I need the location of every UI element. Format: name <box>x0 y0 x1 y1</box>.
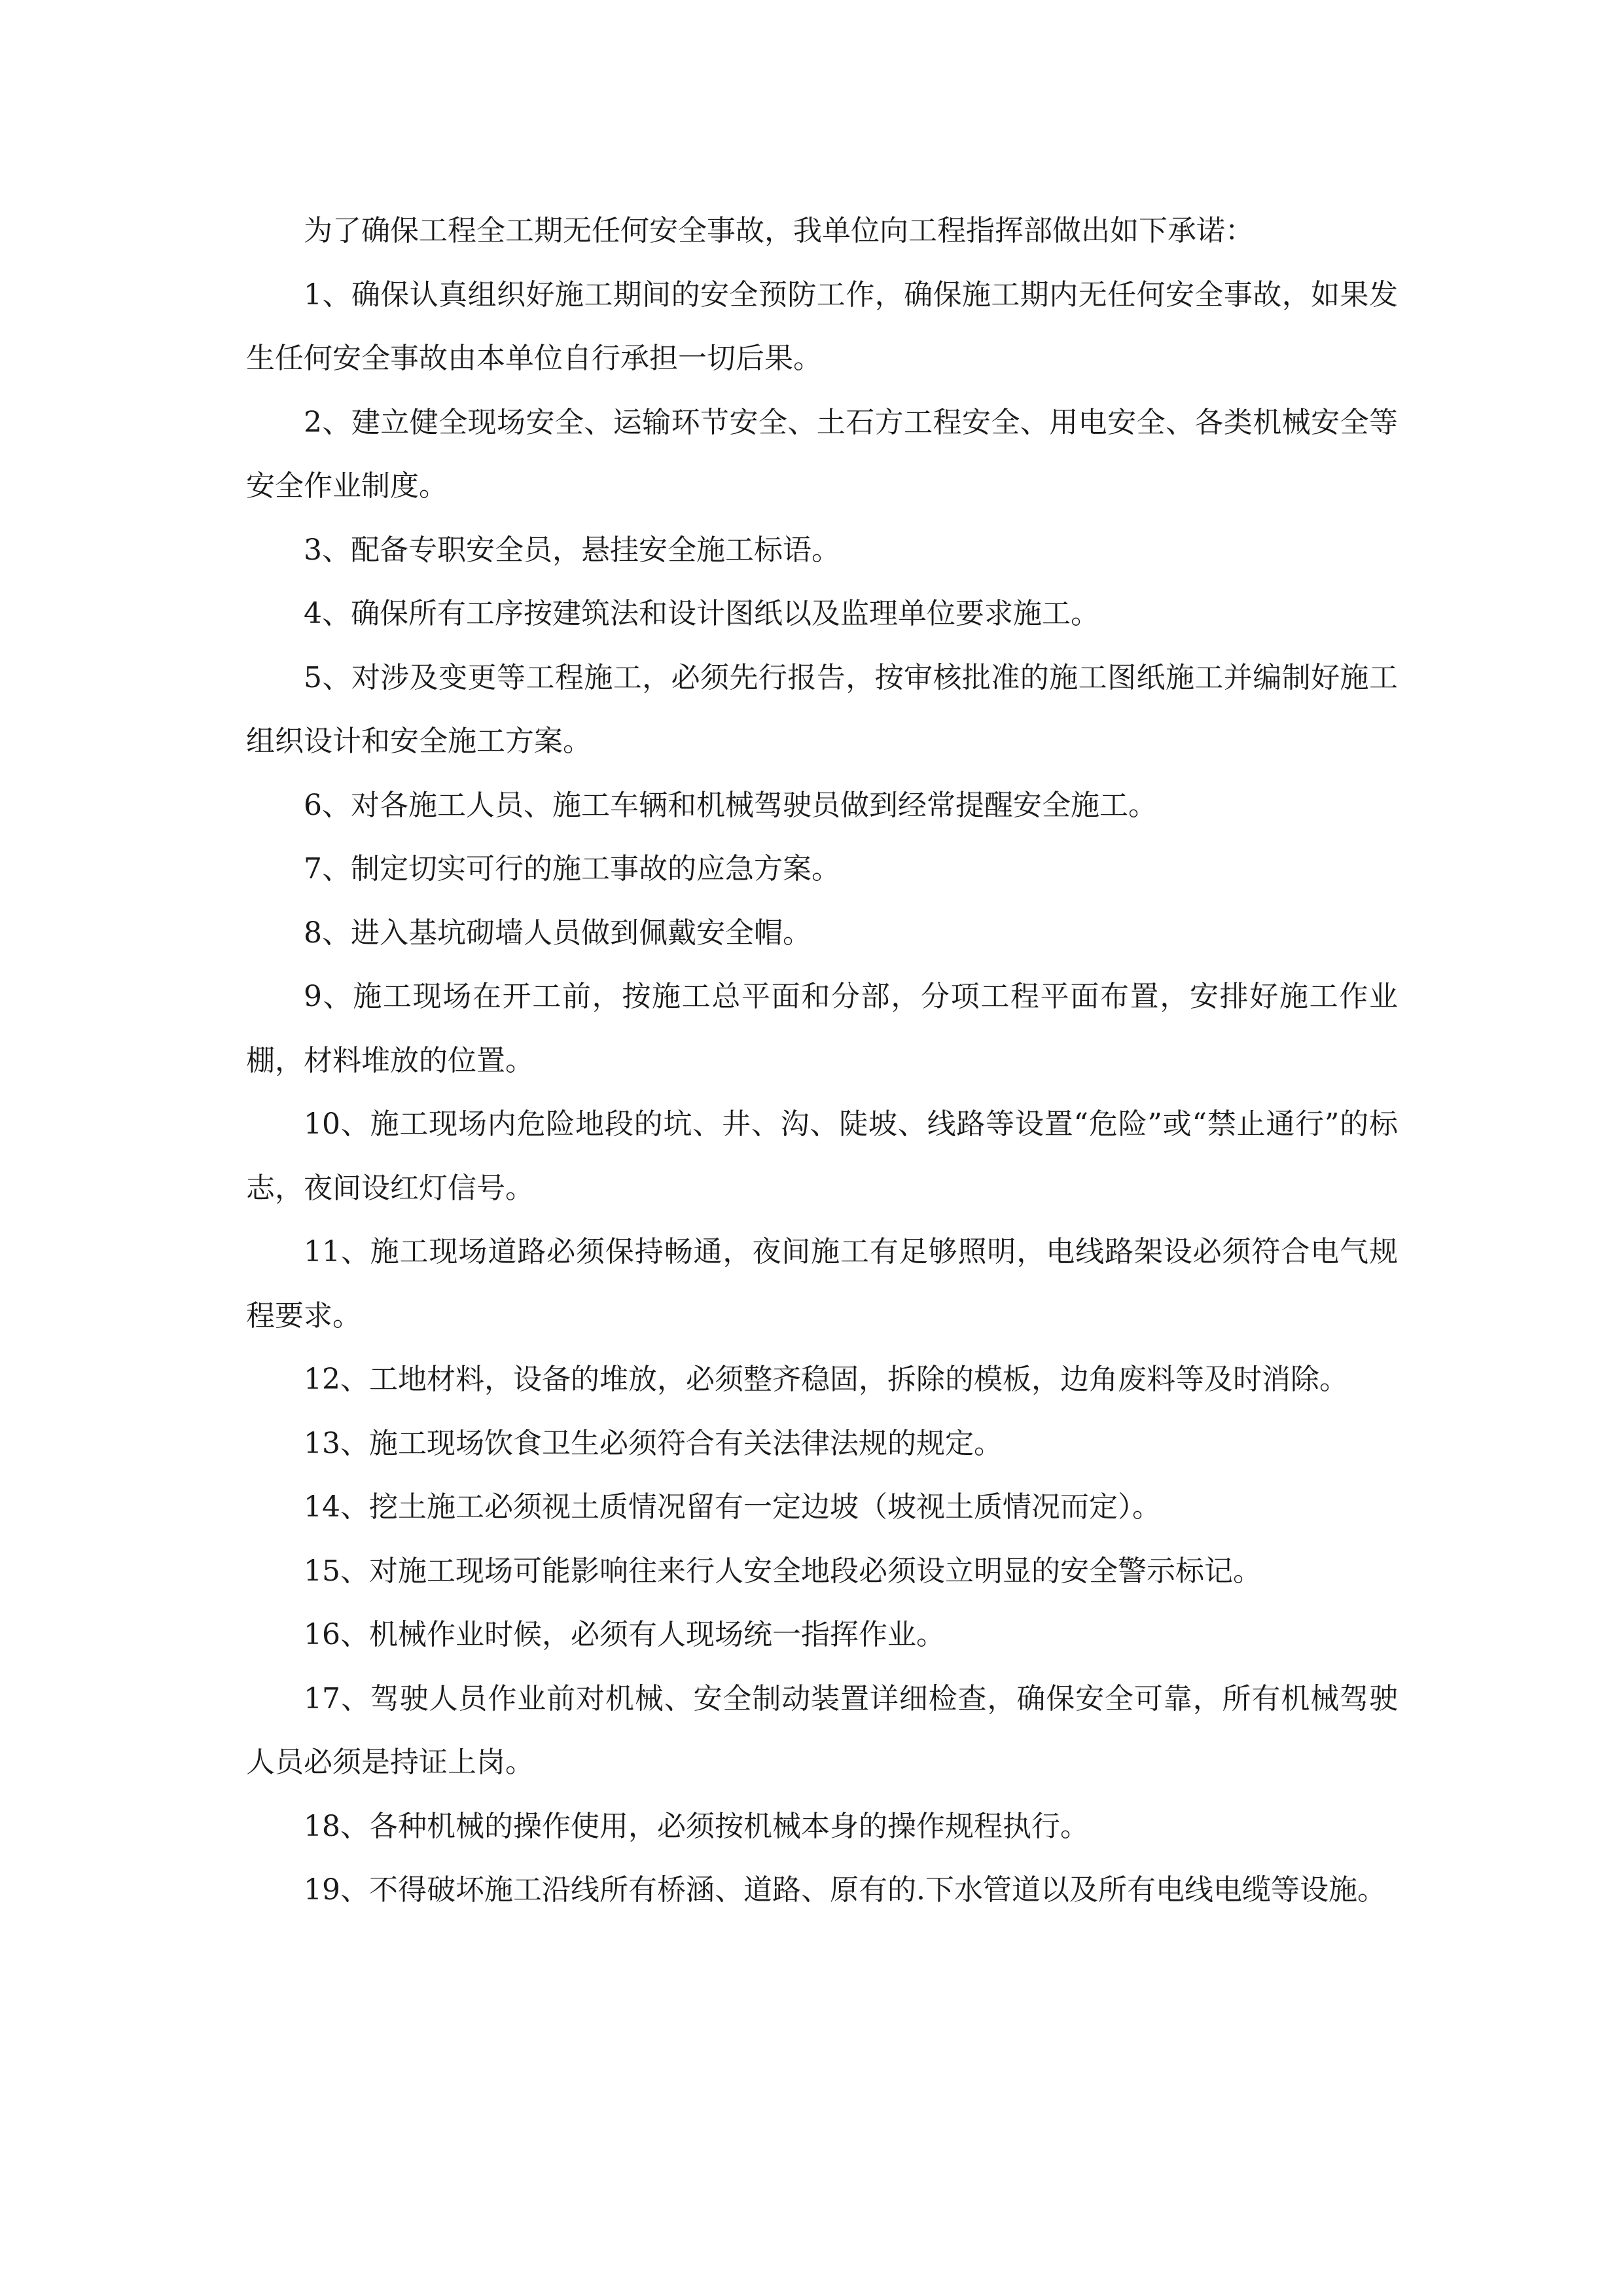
commitment-item-15: 15、对施工现场可能影响往来行人安全地段必须设立明显的安全警示标记。 <box>304 1554 1262 1588</box>
commitment-item-2: 2、建立健全现场安全、运输环节安全、土石方工程安全、用电安全、各类机械安全等安全作业制度。 <box>246 405 1398 503</box>
commitment-item-7: 7、制定切实可行的施工事故的应急方案。 <box>304 852 840 886</box>
commitment-item-5: 5、对涉及变更等工程施工，必须先行报告，按审核批准的施工图纸施工并编制好施工组织设计和安全施工方案。 <box>246 660 1398 758</box>
document-body <box>246 199 1398 1922</box>
commitment-item-4: 4、确保所有工序按建筑法和设计图纸以及监理单位要求施工。 <box>304 597 1099 630</box>
commitment-item-14: 14、挖土施工必须视土质情况留有一定边坡（坡视土质情况而定）。 <box>304 1490 1161 1524</box>
commitment-item-13: 13、施工现场饮食卫生必须符合有关法律法规的规定。 <box>304 1426 1003 1460</box>
commitment-item-10: 10、施工现场内危险地段的坑、井、沟、陡坡、线路等设置“危险”或“禁止通行”的标志，夜间设红灯信号。 <box>246 1107 1398 1205</box>
commitment-item-12: 12、工地材料，设备的堆放，必须整齐稳固，拆除的模板，边角废料等及时消除。 <box>304 1363 1348 1396</box>
commitment-item-19: 19、不得破坏施工沿线所有桥涵、道路、原有的.下水管道以及所有电线电缆等设施。 <box>304 1873 1386 1907</box>
commitment-item-9: 9、施工现场在开工前，按施工总平面和分部，分项工程平面布置，安排好施工作业棚，材料堆放的位置。 <box>246 980 1398 1077</box>
commitment-item-1: 1、确保认真组织好施工期间的安全预防工作，确保施工期内无任何安全事故，如果发生任何安全事故由本单位自行承担一切后果。 <box>246 278 1398 375</box>
commitment-item-3: 3、配备专职安全员，悬挂安全施工标语。 <box>304 533 840 567</box>
commitment-item-8: 8、进入基坑砌墙人员做到佩戴安全帽。 <box>304 916 812 950</box>
intro-paragraph: 为了确保工程全工期无任何安全事故，我单位向工程指挥部做出如下承诺： <box>304 214 1254 247</box>
commitment-item-6: 6、对各施工人员、施工车辆和机械驾驶员做到经常提醒安全施工。 <box>304 788 1157 822</box>
commitment-item-18: 18、各种机械的操作使用，必须按机械本身的操作规程执行。 <box>304 1809 1089 1843</box>
commitment-item-17: 17、驾驶人员作业前对机械、安全制动装置详细检查，确保安全可靠，所有机械驾驶人员必须是持证上岗。 <box>246 1681 1398 1779</box>
commitment-item-11: 11、施工现场道路必须保持畅通，夜间施工有足够照明，电线路架设必须符合电气规程要求。 <box>246 1235 1398 1333</box>
commitment-item-16: 16、机械作业时候，必须有人现场统一指挥作业。 <box>304 1618 945 1651</box>
